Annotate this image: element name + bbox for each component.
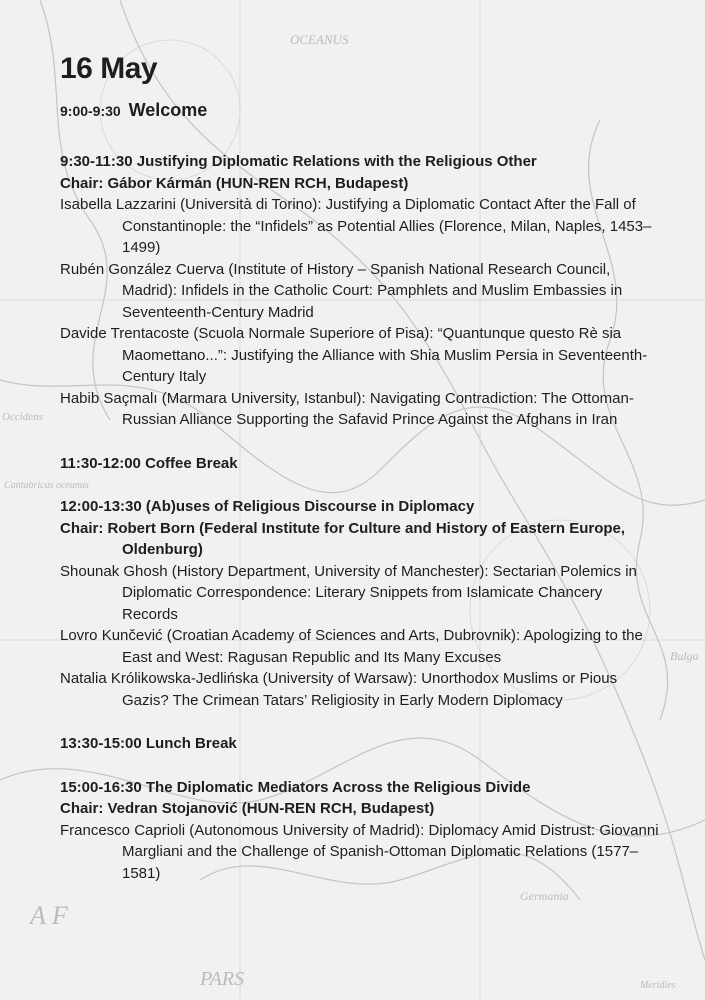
map-label-bulgaria: Bulga — [670, 649, 699, 663]
session-title: 15:00-16:30 The Diplomatic Mediators Across the Religious Divide — [60, 778, 531, 796]
session-chair: Chair: Vedran Stojanović (HUN-REN RCH, Budapest) — [60, 800, 435, 817]
welcome-time: 9:00-9:30 — [60, 103, 121, 119]
program-content — [60, 52, 660, 906]
talk-item: Davide Trentacoste (Scuola Normale Superiore of Pisa): “Quantunque questo Rè sia Maomettano...”: Justifying the Alliance with Shia Muslim Persia in Seventeenth-Century Italy — [60, 325, 648, 385]
session-3 — [60, 777, 660, 885]
session-chair: Chair: Gábor Kármán (HUN-REN RCH, Budapest) — [60, 174, 409, 192]
talk-item: Shounak Ghosh (History Department, University of Manchester): Sectarian Polemics in Diplomatic Correspondence: Literary Snippets from Islamicate Chancery Records — [60, 562, 637, 623]
welcome-label: Welcome — [128, 100, 208, 120]
session-title: 12:00-13:30 (Ab)uses of Religious Discourse in Diplomacy — [60, 498, 475, 515]
session-1 — [60, 151, 660, 431]
welcome-row — [60, 100, 660, 121]
talk-item: Habib Saçmalı (Marmara University, Istanbul): Navigating Contradiction: The Ottoman-Russian Alliance Supporting the Safavid Prince Against the Afghans in Iran — [60, 389, 634, 428]
lunch-break: 13:30-15:00 Lunch Break — [60, 735, 237, 752]
session-title: 9:30-11:30 Justifying Diplomatic Relations with the Religious Other — [60, 153, 537, 170]
map-label-oceanus: OCEANUS — [290, 32, 349, 47]
map-label-occidens: Occidens — [2, 411, 43, 423]
map-label-afr: A F — [30, 901, 68, 930]
talk-item: Francesco Caprioli (Autonomous University of Madrid): Diplomacy Amid Distrust: Giovanni Margliani and the Challenge of Spanish-Ottoman Diplomatic Relations (1577–1581) — [60, 821, 659, 882]
session-chair: Chair: Robert Born (Federal Institute for Culture and History of Eastern Europe, Oldenburg) — [60, 519, 626, 558]
talk-item: Natalia Królikowska-Jedlińska (University of Warsaw): Unorthodox Muslims or Pious Gazis? The Crimean Tatars’ Religiosity in Early Modern Diplomacy — [60, 670, 618, 709]
page-title: 16 May — [60, 52, 158, 85]
talk-item: Isabella Lazzarini (Università di Torino): Justifying a Diplomatic Contact After the Fall of Constantinople: the “Infidels” as Potential Allies (Florence, Milan, Naples, 1453–1499) — [60, 196, 652, 256]
map-label-germania: Germania — [520, 889, 569, 903]
map-label-cantabricus: Cantabricus oceanus — [4, 480, 89, 491]
talk-item: Rubén González Cuerva (Institute of History – Spanish National Research Council, Madrid): Infidels in the Catholic Court: Pamphlets and Muslim Embassies in Seventeenth-Century Madrid — [60, 260, 623, 321]
session-2 — [60, 496, 660, 711]
map-label-meridies: Meridies — [640, 980, 676, 991]
talk-item: Lovro Kunčević (Croatian Academy of Sciences and Arts, Dubrovnik): Apologizing to the East and West: Ragusan Republic and Its Many Excuses — [60, 627, 643, 666]
map-label-pars: PARS — [200, 968, 245, 990]
coffee-break: 11:30-12:00 Coffee Break — [60, 454, 238, 472]
